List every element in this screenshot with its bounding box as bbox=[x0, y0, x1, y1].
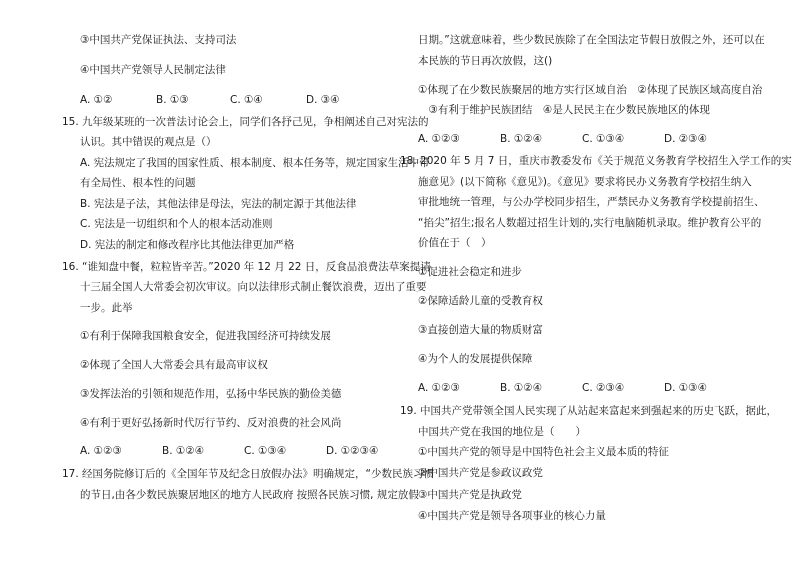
q14-option-b[interactable]: B. ①③ bbox=[156, 94, 189, 106]
q16-stem-line-2: 十三届全国人大常委会初次审议。向以法律形式制止餐饮浪费，迈出了重要 bbox=[80, 281, 427, 293]
q15-stem-line-1: 15. 九年级某班的一次普法讨论会上，同学们各抒己见，争相阐述自己对宪法的 bbox=[62, 116, 429, 128]
q17-stem-line-1: 17. 经国务院修订后的《全国年节及纪念日放假办法》明确规定，“少数民族习惯 bbox=[62, 468, 434, 480]
q14-option-a[interactable]: A. ①② bbox=[80, 94, 113, 106]
q16-item-4: ④有利于更好弘扬新时代厉行节约、反对浪费的社会风尚 bbox=[80, 417, 342, 429]
q18-item-1: ①促进社会稳定和进步 bbox=[418, 266, 522, 278]
q17-options bbox=[418, 133, 707, 146]
q18-item-3: ③直接创造大量的物质财富 bbox=[418, 324, 543, 336]
q14-option-c[interactable]: C. ①④ bbox=[230, 94, 263, 106]
q19-item-1: ①中国共产党的领导是中国特色社会主义最本质的特征 bbox=[418, 446, 669, 458]
q18-stem-line-1: 18. 2020 年 5 月 7 日，重庆市教委发布《关于规范义务教育学校招生入学工作的实 bbox=[400, 155, 792, 167]
q16-option-a[interactable]: A. ①②③ bbox=[80, 445, 122, 457]
q18-stem-line-2: 施意见》(以下简称《意见》)。《意见》要求将民办义务教育学校招生纳入 bbox=[418, 176, 752, 188]
q15-option-d: D. 宪法的制定和修改程序比其他法律更加严格 bbox=[80, 239, 295, 251]
q16-item-1: ①有利于保障我国粮食安全，促进我国经济可持续发展 bbox=[80, 330, 331, 342]
q19-stem-line-2: 中国共产党在我国的地位是（ ） bbox=[418, 426, 586, 438]
q18-item-2: ②保障适龄儿童的受教育权 bbox=[418, 295, 543, 307]
q16-option-b[interactable]: B. ①②④ bbox=[162, 445, 205, 457]
q15-option-a-line-2: 有全局性、根本性的问题 bbox=[80, 177, 196, 189]
q16-item-2: ②体现了全国人大常委会具有最高审议权 bbox=[80, 359, 268, 371]
q14-item-4: ④中国共产党领导人民制定法律 bbox=[80, 64, 226, 76]
q14-options bbox=[80, 94, 340, 107]
q17-stem-line-2: 的节日,由各少数民族聚居地区的地方人民政府 按照各民族习惯, 规定放假 bbox=[80, 489, 419, 501]
q17-option-b[interactable]: B. ①②④ bbox=[500, 133, 543, 145]
q15-option-c: C. 宪法是一切组织和个人的根本活动准则 bbox=[80, 218, 273, 230]
q18-option-a[interactable]: A. ①②③ bbox=[418, 382, 460, 394]
q16-item-3: ③发挥法治的引领和规范作用，弘扬中华民族的勤俭美德 bbox=[80, 388, 342, 400]
q18-option-d[interactable]: D. ①③④ bbox=[664, 382, 707, 394]
q17-items-line-2: ③有利于维护民族团结 ④是人民民主在少数民族地区的体现 bbox=[418, 104, 710, 116]
q16-option-d[interactable]: D. ①②③④ bbox=[326, 445, 379, 457]
q16-option-c[interactable]: C. ①③④ bbox=[244, 445, 287, 457]
q14-option-d[interactable]: D. ③④ bbox=[306, 94, 340, 106]
q18-options bbox=[418, 382, 707, 395]
q18-stem-line-4: “掐尖”招生;报名人数超过招生计划的,实行电脑随机录取。维护教育公平的 bbox=[418, 217, 762, 229]
q17-option-c[interactable]: C. ①③④ bbox=[582, 133, 625, 145]
q18-stem-line-5: 价值在于（ ） bbox=[418, 237, 492, 249]
q18-option-b[interactable]: B. ①②④ bbox=[500, 382, 543, 394]
q15-option-a-line-1: A. 宪法规定了我国的国家性质、根本制度、根本任务等，规定国家生活中带 bbox=[80, 157, 430, 169]
q19-stem-line-1: 19. 中国共产党带领全国人民实现了从站起来富起来到强起来的历史飞跃，据此， bbox=[400, 405, 778, 417]
q19-item-4: ④中国共产党是领导各项事业的核心力量 bbox=[418, 510, 606, 522]
q18-option-c[interactable]: C. ②③④ bbox=[582, 382, 625, 394]
q15-stem-line-2: 认识。其中错误的观点是（） bbox=[80, 136, 217, 148]
q17-continued-line-1: 日期。”这就意味着，些少数民族除了在全国法定节假日放假之外，还可以在 bbox=[418, 34, 765, 46]
q17-items-line-1: ①体现了在少数民族聚居的地方实行区域自治 ②体现了民族区域高度自治 bbox=[418, 84, 763, 96]
q18-stem-line-3: 审批地统一管理，与公办学校同步招生，严禁民办义务教育学校提前招生、 bbox=[418, 196, 765, 208]
q15-option-b: B. 宪法是子法，其他法律是母法，宪法的制定源于其他法律 bbox=[80, 198, 357, 210]
q16-stem-line-1: 16. “谁知盘中餐，粒粒皆辛苦。”2020 年 12 月 22 日，反食品浪费法草案提请 bbox=[62, 261, 431, 273]
q17-option-d[interactable]: D. ②③④ bbox=[664, 133, 707, 145]
q17-continued-line-2: 本民族的节日再次放假，这() bbox=[418, 55, 553, 67]
q19-item-2: ②中国共产党是参政议政党 bbox=[418, 467, 543, 479]
q14-item-3: ③中国共产党保证执法、支持司法 bbox=[80, 34, 237, 46]
q16-stem-line-3: 一步。此举 bbox=[80, 302, 133, 314]
q17-option-a[interactable]: A. ①②③ bbox=[418, 133, 460, 145]
q18-item-4: ④为个人的发展提供保障 bbox=[418, 353, 533, 365]
q16-options bbox=[80, 445, 378, 458]
q19-item-3: ③中国共产党是执政党 bbox=[418, 489, 522, 501]
